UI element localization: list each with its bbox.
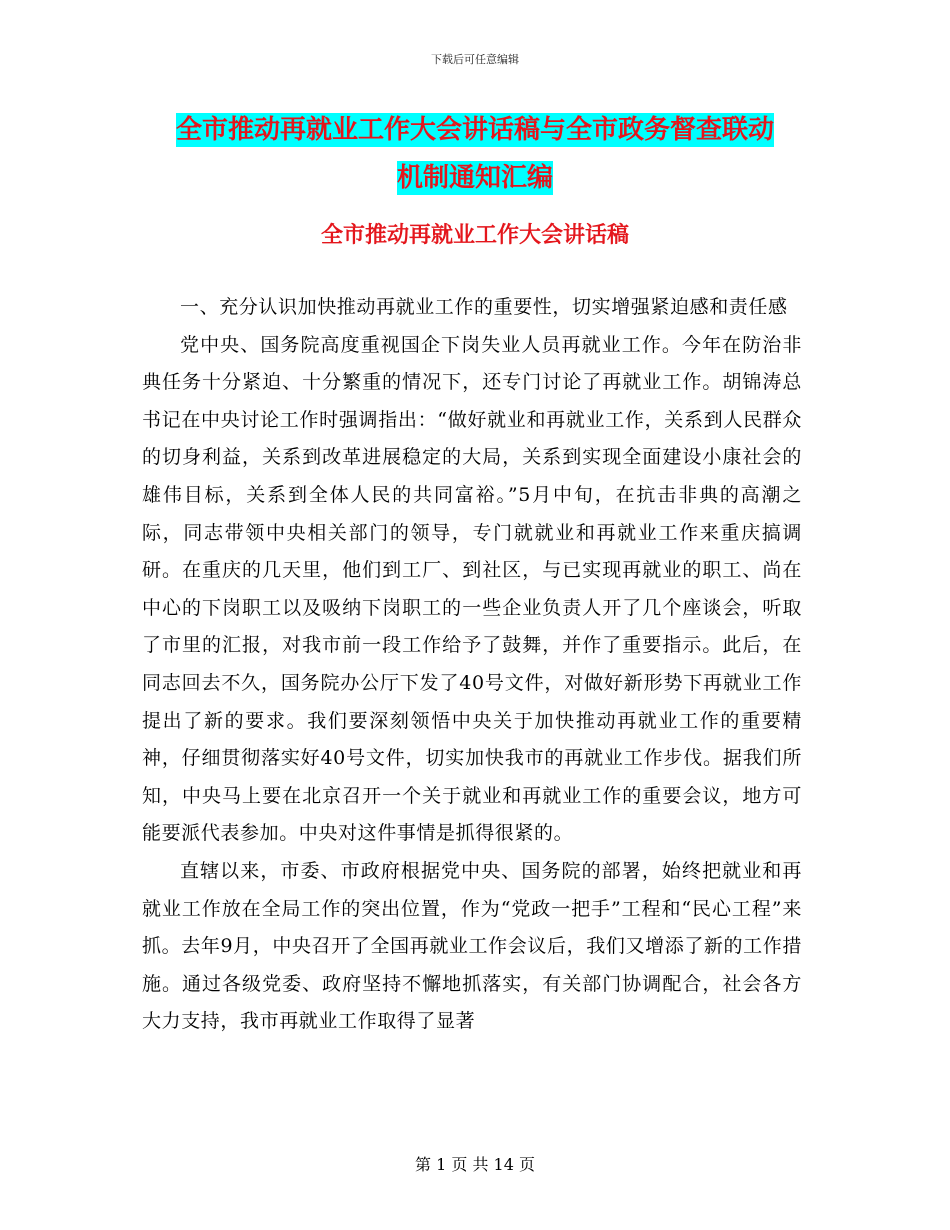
page-header-note: 下载后可任意编辑 bbox=[431, 53, 519, 66]
paragraph-1: 一、充分认识加快推动再就业工作的重要性，切实增强紧迫感和责任感 bbox=[180, 296, 788, 318]
document-title bbox=[140, 106, 810, 202]
section-title: 全市推动再就业工作大会讲话稿 bbox=[320, 223, 629, 248]
paragraph-3: 直辖以来，市委、市政府根据党中央、国务院的部署，始终把就业和再就业工作放在全局工作的突出位置，作为“党政一把手”工程和“民心工程”来抓。去年9月，中央召开了全国再就业工作会议后，我们又增添了新的工作措施。通过各级党委、政府坚持不懈地抓落实，有关部门协调配合，社会各方大力支持，我市再就业工作取得了显著 bbox=[142, 859, 802, 1033]
document-body bbox=[142, 289, 802, 1041]
paragraph-2: 党中央、国务院高度重视国企下岗失业人员再就业工作。今年在防治非典任务十分紧迫、十分繁重的情况下，还专门讨论了再就业工作。胡锦涛总书记在中央讨论工作时强调指出：“做好就业和再就业工作，关系到人民群众的切身利益，关系到改革进展稳定的大局，关系到实现全面建设小康社会的雄伟目标，关系到全体人民的共同富裕。”5月中旬，在抗击非典的高潮之际，同志带领中央相关部门的领导，专门就就业和再就业工作来重庆搞调研。在重庆的几天里，他们到工厂、到社区，与已实现再就业的职工、尚在中心的下岗职工以及吸纳下岗职工的一些企业负责人开了几个座谈会，听取了市里的汇报，对我市前一段工作给予了鼓舞，并作了重要指示。此后，在同志回去不久，国务院办公厅下发了40号文件，对做好新形势下再就业工作提出了新的要求。我们要深刻领悟中央关于加快推动再就业工作的重要精神，仔细贯彻落实好40号文件，切实加快我市的再就业工作步伐。据我们所知，中央马上要在北京召开一个关于就业和再就业工作的重要会议，地方可能要派代表参加。中央对这件事情是抓得很紧的。 bbox=[142, 333, 802, 845]
document-title-line-2: 机制通知汇编 bbox=[396, 163, 553, 193]
document-title-line-1: 全市推动再就业工作大会讲话稿与全市政务督查联动 bbox=[175, 115, 774, 145]
page-number: 第 1 页 共 14 页 bbox=[415, 1155, 535, 1174]
